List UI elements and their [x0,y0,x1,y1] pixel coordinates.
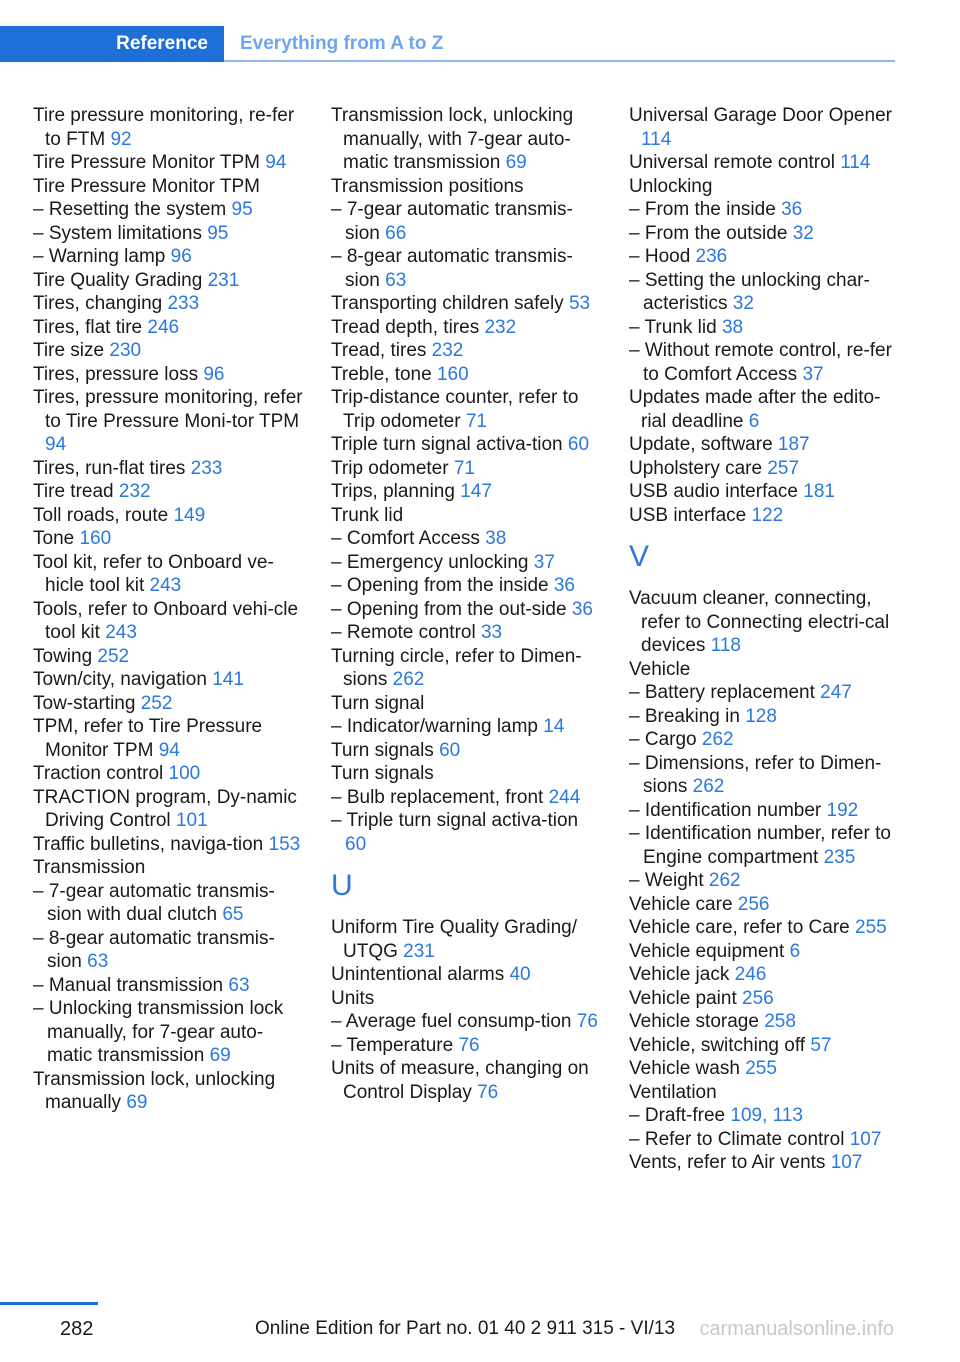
entry-text: – Unlocking transmission lock manually, for 7-gear auto-matic transmission [33,998,284,1066]
entry-text: Vehicle [629,658,691,680]
entry-text: Tires, changing [33,293,168,314]
index-subentry [629,799,897,823]
entry-text: – Trunk lid [629,316,722,338]
index-column-2 [331,104,603,1104]
index-entry [33,386,305,457]
entry-text: Tread depth, tires [331,316,485,338]
entry-text: – From the outside [629,222,793,244]
index-entry [629,940,897,964]
index-entry [629,1151,897,1175]
index-entry [629,587,897,658]
page-reference-link[interactable]: 32 [732,293,754,314]
index-letter-heading: U [331,869,353,902]
entry-text: – Setting the unlocking char-acteristics [629,269,870,314]
entry-text: – Dimensions, refer to Dimen-sions [629,752,882,797]
page-reference-link[interactable]: 36 [781,199,803,220]
page-reference-link[interactable]: 256 [737,893,770,915]
entry-text: Updates made after the edito-rial deadline [629,387,881,432]
entry-text: Transmission lock, unlocking manually [33,1068,276,1113]
index-entry [33,645,305,669]
entry-text: – Triple turn signal activa-tion [331,810,579,831]
entry-text: Transmission positions [331,175,524,197]
index-entry [629,1034,897,1058]
page-reference-link[interactable]: 60 [345,833,367,855]
entry-text: Trips, planning [331,481,461,502]
page-reference-link[interactable]: 262 [708,870,741,891]
index-entry [33,692,305,716]
entry-text: – 8-gear automatic transmis-sion [331,246,573,291]
index-entry [33,363,305,387]
page-reference-link[interactable]: 244 [548,786,581,808]
entry-text: Vehicle storage [629,1011,765,1032]
index-entry [33,269,305,293]
entry-text: Traction control [33,763,169,784]
index-entry [33,598,305,645]
footer-rule [0,1302,98,1305]
entry-text: Vehicle care, refer to Care [629,917,855,938]
index-entry [331,292,603,316]
entry-text: – Warning lamp [33,246,171,267]
index-entry [33,151,305,175]
page-reference-link[interactable]: 63 [87,951,109,972]
entry-text: USB audio interface [629,481,804,502]
index-subentry [629,245,897,269]
entry-text: Tire Pressure Monitor TPM [33,152,266,173]
index-entry [33,551,305,598]
page-reference-link[interactable]: 32 [792,222,814,244]
index-entry [331,916,603,963]
page-reference-link[interactable]: 109, 113 [730,1105,803,1126]
page-reference-link[interactable]: 256 [742,987,774,1009]
page-reference-link[interactable]: 6 [789,940,801,962]
index-subentry [33,997,305,1068]
index-entry [331,386,603,433]
section-title: Everything from A to Z [240,33,444,54]
index-entry [629,916,897,940]
index-subentry [629,681,897,705]
entry-text: Tire pressure monitoring, re-fer to FTM [33,105,295,150]
index-entry [629,386,897,433]
entry-text: – Opening from the out-side [331,598,572,620]
entry-text: Tires, pressure monitoring, refer to Tire Pressure Moni-tor TPM [33,387,303,432]
entry-text: TRACTION program, Dy-namic Driving Control [33,786,297,831]
page-reference-link[interactable]: 95 [231,199,253,220]
entry-text: Tire Pressure Monitor TPM [33,175,260,197]
entry-text: Units of measure, changing on Control Display [331,1058,589,1103]
entry-text: – Emergency unlocking [331,551,534,573]
entry-text: Toll roads, route [33,504,174,526]
page-reference-link[interactable]: 230 [109,340,142,361]
page-reference-link[interactable]: 107 [849,1128,882,1150]
index-entry [331,433,603,457]
index-entry [629,151,897,175]
index-entry [33,668,305,692]
index-entry [331,363,603,387]
page-reference-link[interactable]: 141 [212,669,244,690]
entry-text: TPM, refer to Tire Pressure Monitor TPM [33,716,263,761]
index-subentry [629,222,897,246]
index-subentry [629,1128,897,1152]
page-reference-link[interactable]: 262 [701,729,734,750]
index-subentry [629,269,897,316]
page-reference-link[interactable]: 69 [505,152,527,173]
index-entry [33,457,305,481]
page-reference-link[interactable]: 38 [721,316,744,338]
section-tab: Reference [0,26,224,62]
entry-text: – Breaking in [629,705,746,727]
entry-text: Unintentional alarms [331,964,510,985]
index-subentry [33,974,305,998]
entry-text: Units [331,987,375,1009]
index-entry [331,692,603,716]
index-subentry [331,621,603,645]
index-letter-heading: V [629,540,650,573]
index-entry [33,527,305,551]
page-number: 282 [60,1318,94,1340]
entry-text: Turning circle, refer to Dimen-sions [331,645,582,690]
index-entry [33,175,305,199]
index-entry [629,104,897,151]
entry-text: Tire tread [33,481,119,502]
entry-text: Triple turn signal activa-tion [331,434,568,455]
page-reference-link[interactable]: 257 [767,457,800,479]
index-subentry [629,869,897,893]
page-reference-link[interactable]: 96 [170,246,192,267]
edition-note: Online Edition for Part no. 01 40 2 911 315 - VI/13 [255,1318,676,1339]
index-entry [629,504,897,528]
entry-text: – Identification number, refer to Engine compartment [629,823,891,868]
entry-text: – From the inside [629,199,782,220]
entry-text: Vehicle wash [629,1058,746,1079]
index-entry [331,316,603,340]
index-entry [629,433,897,457]
entry-text: Tools, refer to Onboard vehi-cle tool kit [33,598,299,643]
page-reference-link[interactable]: 233 [167,293,200,314]
index-subentry [33,880,305,927]
index-entry [331,1057,603,1104]
page-reference-link[interactable]: 101 [175,810,208,831]
index-subentry [331,1034,603,1058]
page-reference-link[interactable]: 160 [436,363,469,385]
entry-text: Turn signal [331,692,425,714]
entry-text: Trunk lid [331,504,404,526]
index-entry [33,856,305,880]
entry-text: Trip-distance counter, refer to Trip odometer [331,387,579,432]
page-reference-link[interactable]: 246 [734,964,767,985]
page-reference-link[interactable]: 231 [207,269,240,291]
entry-text: Treble, tone [331,363,437,385]
index-subentry [629,728,897,752]
index-entry [331,504,603,528]
page-reference-link[interactable]: 65 [222,904,244,925]
page-reference-link[interactable]: 107 [830,1152,863,1173]
page-reference-link[interactable]: 232 [118,481,151,502]
page-reference-link[interactable]: 60 [439,739,461,761]
page-reference-link[interactable]: 36 [553,575,575,596]
index-entry [33,480,305,504]
entry-text: – Weight [629,870,709,891]
index-entry [33,1068,305,1115]
entry-text: Tires, run-flat tires [33,457,191,479]
entry-text: Tire size [33,340,110,361]
page-reference-link[interactable]: 255 [745,1058,777,1079]
index-entry [331,762,603,786]
entry-text: Tow-starting [33,692,141,714]
entry-text: Tires, pressure loss [33,363,204,385]
page-reference-link[interactable]: 76 [477,1081,499,1103]
page-reference-link[interactable]: 95 [207,222,229,244]
index-subentry [331,527,603,551]
header-rule [224,60,895,62]
page-reference-link[interactable]: 76 [458,1034,480,1056]
index-entry [331,457,603,481]
index-subentry [629,316,897,340]
entry-text: Vehicle equipment [629,940,790,962]
entry-text: Vents, refer to Air vents [629,1152,831,1173]
entry-text: – 7-gear automatic transmis-sion [331,199,573,244]
page-reference-link[interactable]: 122 [751,504,784,526]
index-subentry [331,1010,603,1034]
index-entry [33,292,305,316]
page-reference-link[interactable]: 252 [140,692,173,714]
page-reference-link[interactable]: 149 [173,504,206,526]
entry-text: – Resetting the system [33,199,232,220]
page-reference-link[interactable]: 233 [190,457,223,479]
entry-text: Towing [33,645,98,667]
entry-text: – Hood [629,246,696,267]
entry-text: – 7-gear automatic transmis-sion with dual clutch [33,880,275,925]
entry-text: Upholstery care [629,457,768,479]
index-entry [33,786,305,833]
page-reference-link[interactable]: 63 [385,269,407,291]
page-reference-link[interactable]: 232 [484,316,517,338]
index-entry [629,480,897,504]
page-reference-link[interactable]: 243 [105,622,137,643]
entry-text: Vehicle care [629,893,738,915]
page-reference-link[interactable]: 71 [453,457,475,479]
index-entry [331,963,603,987]
entry-text: Tone [33,528,80,549]
page-reference-link[interactable]: 147 [460,481,492,502]
entry-text: Tool kit, refer to Onboard ve-hicle tool kit [33,551,274,596]
index-entry [33,339,305,363]
index-entry [629,893,897,917]
entry-text: – Temperature [331,1034,459,1056]
page-reference-link[interactable]: 66 [385,222,407,244]
page-reference-link[interactable]: 236 [695,246,728,267]
entry-text: Uniform Tire Quality Grading/ UTQG [331,917,578,962]
index-subentry [629,705,897,729]
entry-text: Ventilation [629,1081,717,1103]
entry-text: – Refer to Climate control [629,1128,850,1150]
page-reference-link[interactable]: 255 [855,917,887,938]
index-entry [331,339,603,363]
page-reference-link[interactable]: 96 [203,363,225,385]
index-entry [629,175,897,199]
entry-text: Tires, flat tire [33,316,148,338]
entry-text: Town/city, navigation [33,669,213,690]
watermark-text: carmanualsonline.info [699,1318,894,1340]
page-reference-link[interactable]: 94 [158,739,180,761]
index-entry [629,987,897,1011]
page-reference-link[interactable]: 153 [268,833,301,855]
page-reference-link[interactable]: 6 [748,410,760,432]
index-subentry [33,198,305,222]
page-reference-link[interactable]: 231 [403,940,435,962]
page-reference-link[interactable]: 262 [392,669,425,690]
index-column-1 [33,104,305,1115]
index-subentry [629,822,897,869]
page-reference-link[interactable]: 235 [823,846,856,868]
entry-text: Vacuum cleaner, connecting, refer to Connecting electri-cal devices [629,588,890,656]
page-reference-link[interactable]: 128 [745,705,777,727]
index-subentry [331,551,603,575]
entry-text: Tread, tires [331,340,432,361]
entry-text: Transporting children safely [331,293,569,314]
entry-text: Vehicle paint [629,987,743,1009]
page-reference-link[interactable]: 252 [97,645,130,667]
entry-text: Update, software [629,434,778,455]
index-subentry [331,786,603,810]
entry-text: – Opening from the inside [331,575,554,596]
page-reference-link[interactable]: 247 [820,682,852,703]
index-subentry [331,574,603,598]
entry-text: Transmission [33,857,146,878]
entry-text: Transmission lock, unlocking manually, with 7-gear auto-matic transmission [331,105,574,173]
index-subentry [331,198,603,245]
entry-text: – Draft-free [629,1105,731,1126]
page-reference-link[interactable]: 118 [710,635,741,656]
page-reference-link[interactable]: 114 [641,128,672,150]
page-reference-link[interactable]: 100 [168,763,201,784]
index-entry [331,739,603,763]
page-reference-link[interactable]: 38 [485,528,507,549]
entry-text: Trip odometer [331,457,454,479]
page-reference-link[interactable]: 243 [149,575,182,596]
entry-text: USB interface [629,504,752,526]
page-reference-link[interactable]: 60 [567,434,590,455]
entry-text: – Remote control [331,622,481,643]
index-subentry [33,222,305,246]
page-reference-link[interactable]: 160 [79,528,112,549]
entry-text: – Cargo [629,729,702,750]
page-reference-link[interactable]: 187 [777,434,810,455]
index-subentry [629,1104,897,1128]
index-subentry [331,809,603,856]
index-subentry [33,245,305,269]
index-entry [331,987,603,1011]
index-entry [33,104,305,151]
index-subentry [331,715,603,739]
page-reference-link[interactable]: 37 [533,551,555,573]
page-reference-link[interactable]: 63 [228,974,250,996]
index-entry [629,963,897,987]
page-reference-link[interactable]: 246 [147,316,180,338]
entry-text: – 8-gear automatic transmis-sion [33,927,275,972]
page-reference-link[interactable]: 76 [576,1011,598,1032]
entry-text: Unlocking [629,175,713,197]
entry-text: Turn signals [331,739,440,761]
index-entry [33,504,305,528]
page-reference-link[interactable]: 114 [840,152,871,173]
page-reference-link[interactable]: 69 [209,1045,231,1066]
page-reference-link[interactable]: 192 [826,799,859,821]
index-subentry [331,598,603,622]
entry-text: Vehicle jack [629,964,735,985]
entry-text: – Comfort Access [331,528,486,549]
page-reference-link[interactable]: 37 [802,363,824,385]
index-entry [331,645,603,692]
entry-text: – Manual transmission [33,974,229,996]
page-reference-link[interactable]: 40 [509,964,531,985]
page-header [0,26,895,62]
entry-text: – Indicator/warning lamp [331,716,544,737]
page-reference-link[interactable]: 69 [126,1092,148,1113]
entry-text: – Battery replacement [629,682,821,703]
index-entry [33,316,305,340]
index-entry [331,175,603,199]
index-entry [629,1081,897,1105]
index-entry [629,1057,897,1081]
page-reference-link[interactable]: 57 [810,1034,832,1056]
page-reference-link[interactable]: 36 [571,598,593,620]
page-reference-link[interactable]: 181 [803,481,835,502]
index-entry [629,658,897,682]
page-reference-link[interactable]: 258 [764,1011,796,1032]
page-reference-link[interactable]: 94 [45,434,67,455]
entry-text: – Without remote control, re-fer to Comfort Access [629,340,892,385]
index-entry [331,104,603,175]
page-reference-link[interactable]: 71 [465,410,487,432]
page-reference-link[interactable]: 33 [480,622,503,643]
index-subentry [331,245,603,292]
entry-text: – Bulb replacement, front [331,786,549,808]
entry-text: – System limitations [33,222,208,244]
entry-text: – Average fuel consump-tion [331,1011,577,1032]
entry-text: – Identification number [629,799,827,821]
entry-text: Universal remote control [629,152,841,173]
index-entry [331,480,603,504]
page-reference-link[interactable]: 92 [110,128,132,150]
index-column-3 [629,104,897,1175]
index-entry [629,1010,897,1034]
entry-text: Vehicle, switching off [629,1034,811,1056]
index-subentry [629,198,897,222]
page-reference-link[interactable]: 232 [431,340,464,361]
index-subentry [629,339,897,386]
page-reference-link[interactable]: 262 [692,776,725,797]
entry-text: Traffic bulletins, naviga-tion [33,833,269,855]
page-reference-link[interactable]: 53 [568,293,591,314]
entry-text: Universal Garage Door Opener [629,105,892,126]
page-reference-link[interactable]: 14 [543,716,565,737]
index-entry [33,833,305,857]
index-subentry [629,752,897,799]
page-reference-link[interactable]: 94 [265,152,287,173]
index-entry [33,715,305,762]
entry-text: Turn signals [331,763,434,784]
entry-text: Tire Quality Grading [33,269,208,291]
index-entry [33,762,305,786]
index-subentry [33,927,305,974]
index-entry [629,457,897,481]
